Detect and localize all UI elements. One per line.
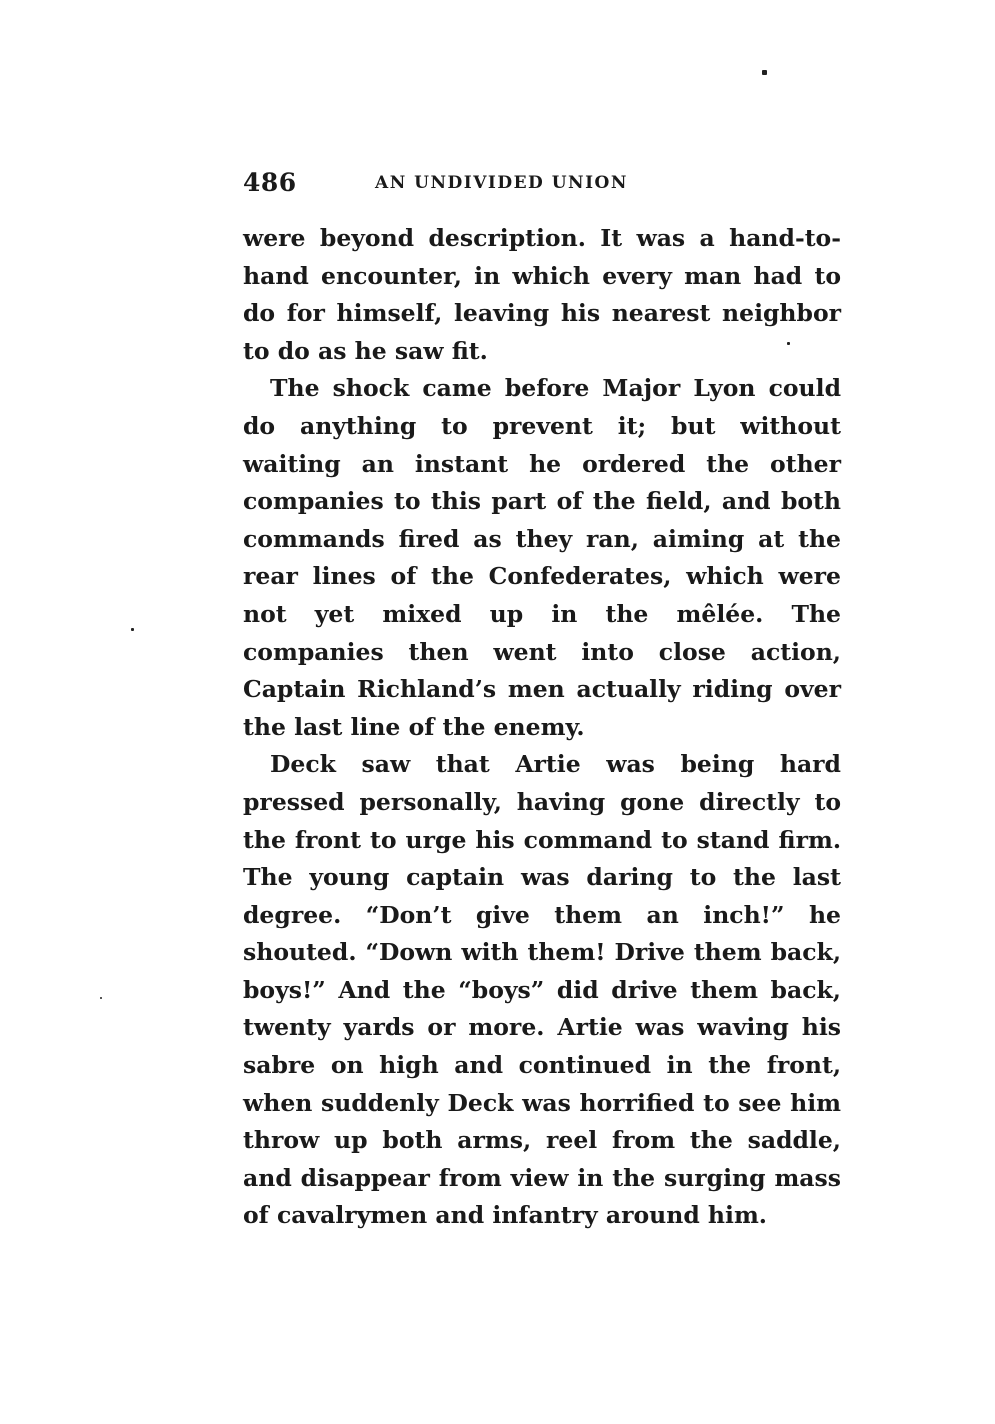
ink-speck xyxy=(762,70,767,75)
paragraph-3: Deck saw that Artie was being hard pressed personally, having gone directly to the front to urge his command to stand firm. The young captain was daring to the last degree. “Don’t give them an inch!” he shouted. “Down with them! Drive them back, boys!” And the “boys” did drive them back, twenty yards or more. Artie was waving his sabre on high and continued in the front, when suddenly Deck was horrified to see him throw up both arms, reel from the saddle, and disappear from view in the surging mass of cavalrymen and infantry around him. xyxy=(243,750,841,1230)
paragraph-1: were beyond description. It was a hand-to-hand encounter, in which every man had to do for himself, leaving his nearest neighbor to do as he saw fit. xyxy=(243,224,841,365)
paragraph-2: The shock came before Major Lyon could do anything to prevent it; but without waiting an instant he ordered the other companies to this part of the field, and both commands fired as they ran, aiming at the rear lines of the Confederates, which were not yet mixed up in the mêlée. The companies then went into close action, Captain Richland’s men actually riding over the last line of the enemy. xyxy=(243,374,841,741)
ink-speck xyxy=(100,997,102,999)
page-header xyxy=(243,168,843,202)
body-text xyxy=(243,220,841,1235)
ink-speck xyxy=(131,628,134,631)
running-head: AN UNDIVIDED UNION xyxy=(375,173,628,193)
page-number: 486 xyxy=(243,168,297,197)
